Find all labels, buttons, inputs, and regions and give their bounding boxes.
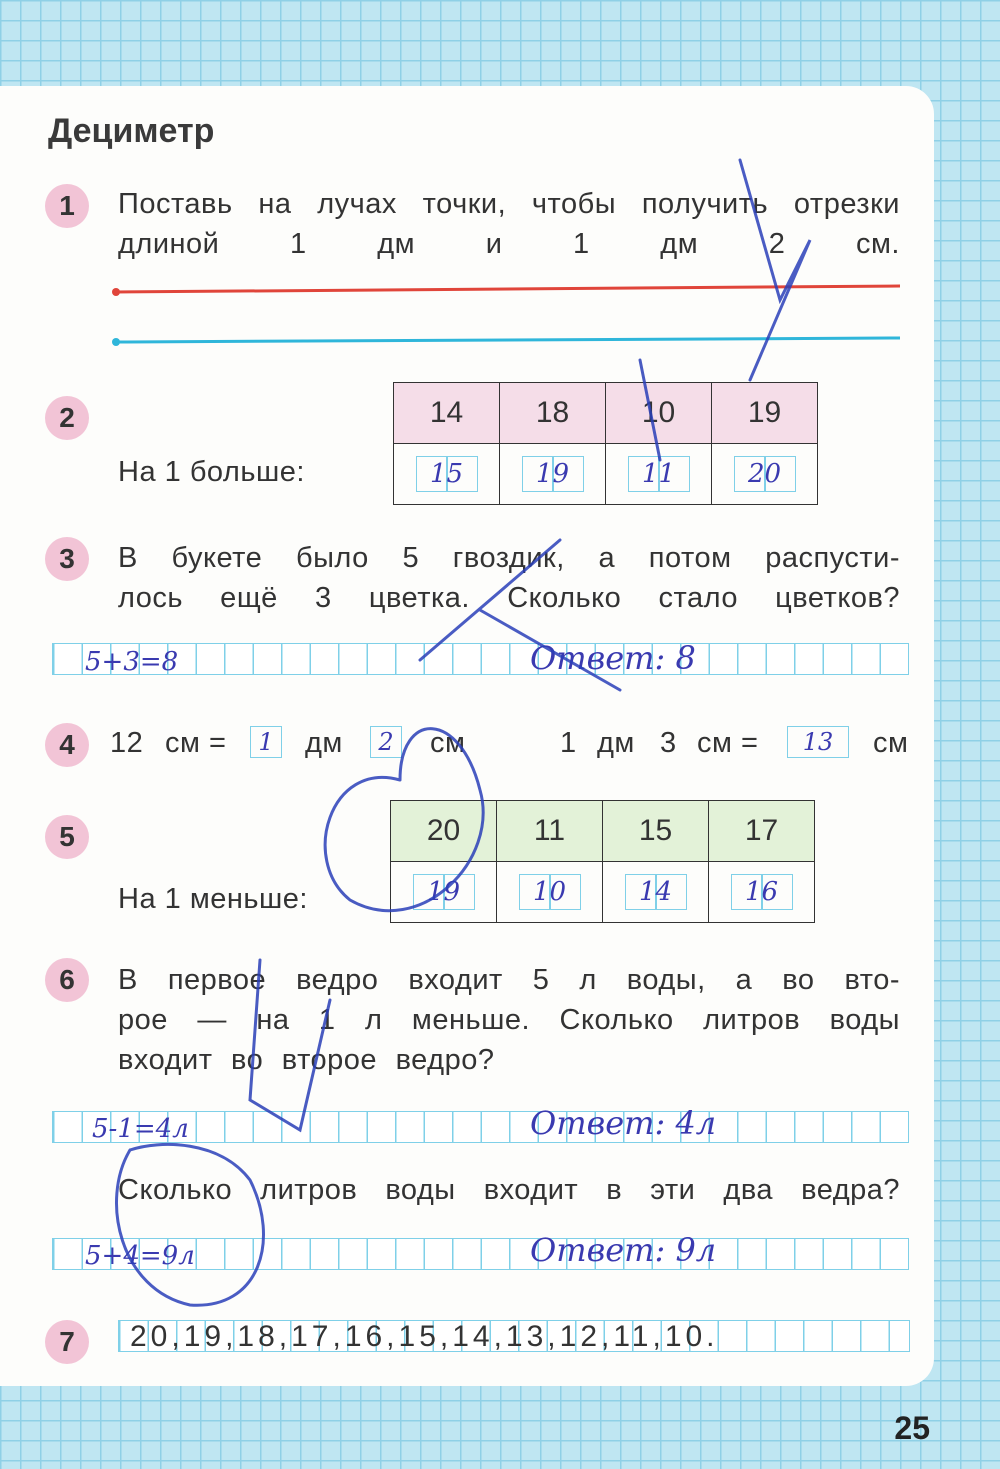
given-cell: 15 [603,801,709,862]
task-3-line-1: В букете было 5 гвоздик, а потом распусти- [118,542,900,574]
task-number-6: 6 [45,958,89,1002]
task-4a-value: 12 [110,727,144,759]
task-6-answer-1: Ответ: 4л [530,1104,717,1142]
task-number-2: 2 [45,396,89,440]
task-4a-answer-cm[interactable]: 2 [370,726,402,758]
answer-cell[interactable]: 11 [606,444,712,505]
answer-cell[interactable]: 19 [500,444,606,505]
task-3-answer: Ответ: 8 [530,639,696,677]
task-4b-answer[interactable]: 13 [787,726,849,758]
answer-cell[interactable]: 10 [497,862,603,923]
answer-cell[interactable]: 20 [712,444,818,505]
given-cell: 20 [391,801,497,862]
given-cell: 19 [712,383,818,444]
given-cell: 11 [497,801,603,862]
task-3-answer-strip[interactable] [52,639,909,677]
task-4b-unit-cm: см [873,727,909,759]
task-number-1: 1 [45,184,89,228]
task-5-label: На 1 меньше: [118,883,308,915]
task-3-line-2: лось ещё 3 цветка. Сколько стало цветков? [118,582,900,614]
task-4a-unit-dm: дм [305,727,343,759]
page-number: 25 [894,1410,930,1446]
task-6-line-2: рое — на 1 л меньше. Сколько литров воды [118,1004,900,1036]
task-7-sequence: 20,19,18,17,16,15,14,13,12,11,10. [130,1320,719,1353]
task-4b-unit-2: см = [697,727,759,759]
given-cell: 17 [709,801,815,862]
page-title: Дециметр [48,112,215,150]
task-6-answer-2: Ответ: 9л [530,1231,717,1269]
task-4b-unit: дм [597,727,635,759]
task-number-5: 5 [45,815,89,859]
task-2-table [393,382,818,505]
task-5-table [390,800,815,923]
task-number-4: 4 [45,723,89,767]
task-6-question-2: Сколько литров воды входит в эти два ведра? [118,1174,900,1206]
answer-cell[interactable]: 16 [709,862,815,923]
task-4a-unit-cm: см [430,727,466,759]
answer-cell[interactable]: 15 [394,444,500,505]
answer-cell[interactable]: 14 [603,862,709,923]
task-number-7: 7 [45,1320,89,1364]
given-cell: 14 [394,383,500,444]
task-1-text: Поставь на лучах точки, чтобы получить отрезки длиной 1 дм и 1 дм 2 см. [118,188,900,260]
task-6-solution-1: 5-1=4л [92,1114,189,1144]
task-6-line-1: В первое ведро входит 5 л воды, а во вто- [118,964,900,996]
task-4a-unit: см = [165,727,227,759]
task-4a-answer-dm[interactable]: 1 [250,726,282,758]
task-3-solution: 5+3=8 [85,647,179,677]
task-number-3: 3 [45,537,89,581]
task-6-solution-2: 5+4=9л [85,1241,195,1271]
given-cell: 10 [606,383,712,444]
given-cell: 18 [500,383,606,444]
task-4b-value-2: 3 [660,727,677,759]
task-4b-value: 1 [560,727,577,759]
task-2-label: На 1 больше: [118,456,305,488]
task-6-line-3: входит во второе ведро? [118,1044,495,1076]
answer-cell[interactable]: 19 [391,862,497,923]
